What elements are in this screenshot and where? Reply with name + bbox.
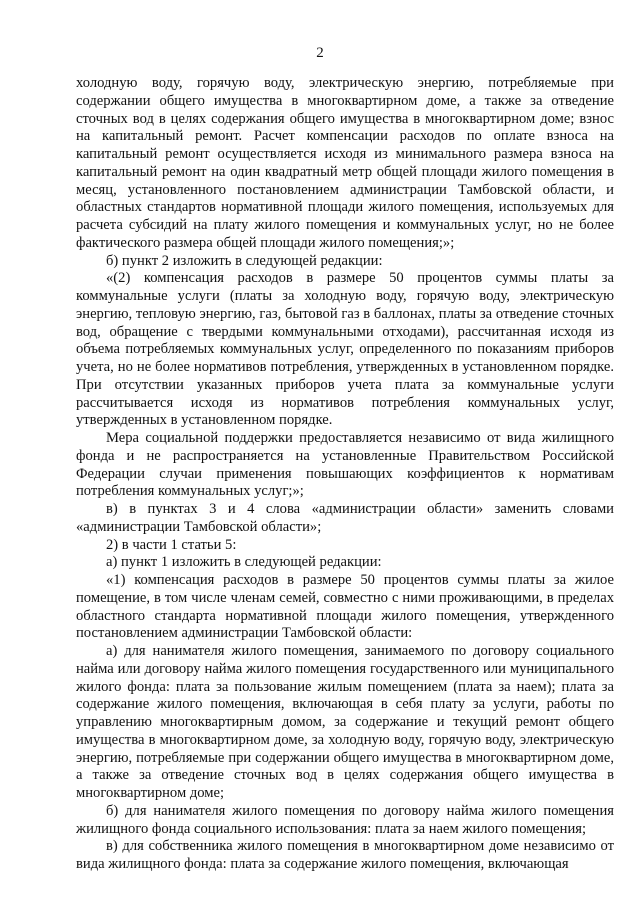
paragraph-8: «1) компенсация расходов в размере 50 процентов суммы платы за жилое помещение, в том числе членам семей, совместно с ними проживающими, в пределах областного стандарта нормативной площади жилого помещения, утвержденного постановлением администрации Тамбовской области:: [76, 572, 614, 642]
paragraph-6: 2) в части 1 статьи 5:: [106, 536, 237, 553]
paragraph-11: в) для собственника жилого помещения в многоквартирном доме независимо от вида жилищного фонда: плата за содержание жилого помещения, включающая: [76, 838, 614, 872]
paragraph-3: «(2) компенсация расходов в размере 50 процентов суммы платы за коммунальные услуги (платы за холодную воду, горячую воду, электрическую энергию, тепловую энергию, газ, бытовой газ в баллонах, платы за отведение сточных вод, обращение с твердыми коммунальными отходами), рассчитанная исходя из объема потребляемых коммунальных услуг, определенного по показаниям приборов учета, но не более нормативов потребления, утвержденных в установленном порядке. При отсутствии указанных приборов учета плата за коммунальные услуги рассчитывается исходя из нормативов потребления коммунальных услуг, утвержденных в установленном порядке.: [76, 270, 614, 429]
paragraph-4: Мера социальной поддержки предоставляется независимо от вида жилищного фонда и не распространяется на установленные Правительством Российской Федерации случаи применения повышающих коэффициентов к нормативам потребления коммунальных услуг;»;: [76, 430, 614, 500]
document-body: [76, 75, 614, 874]
paragraph-10: б) для нанимателя жилого помещения по договору найма жилого помещения жилищного фонда социального использования: плата за наем жилого помещения;: [76, 802, 614, 837]
paragraph-5: в) в пунктах 3 и 4 слова «администрации области» заменить словами «администрации Тамбовской области»;: [76, 501, 614, 535]
paragraph-2: б) пункт 2 изложить в следующей редакции:: [106, 252, 383, 269]
paragraph-9: а) для нанимателя жилого помещения, занимаемого по договору социального найма или договору найма жилого помещения государственного или муниципального жилого фонда: плата за пользование жилым помещением (плата за наем); плата за содержание жилого помещения, включающая в себя плату за услуги, работы по управлению многоквартирным домом, за содержание и текущий ремонт общего имущества в многоквартирном доме, за холодную воду, горячую воду, электрическую энергию, потребляемые при содержании общего имущества в многоквартирном доме, а также за отведение сточных вод в целях содержания общего имущества в многоквартирном доме;: [76, 643, 614, 801]
page-number: 2: [316, 45, 324, 61]
paragraph-7: а) пункт 1 изложить в следующей редакции:: [106, 554, 382, 571]
paragraph-1: холодную воду, горячую воду, электрическую энергию, потребляемые при содержании общего имущества в многоквартирном доме, а также за отведение сточных вод в целях содержания общего имущества в многоквартирном доме; взнос на капитальный ремонт. Расчет компенсации расходов по оплате взноса на капитальный ремонт осуществляется исходя из минимального размера взноса на капитальный ремонт на один квадратный метр общей площади жилого помещения в месяц, установленного постановлением администрации Тамбовской области, и областных стандартов нормативной площади жилого помещения, используемых для расчета субсидий на плату жилого помещения и коммунальных услуг, но не более фактического размера общей площади жилого помещения;»;: [76, 75, 614, 251]
